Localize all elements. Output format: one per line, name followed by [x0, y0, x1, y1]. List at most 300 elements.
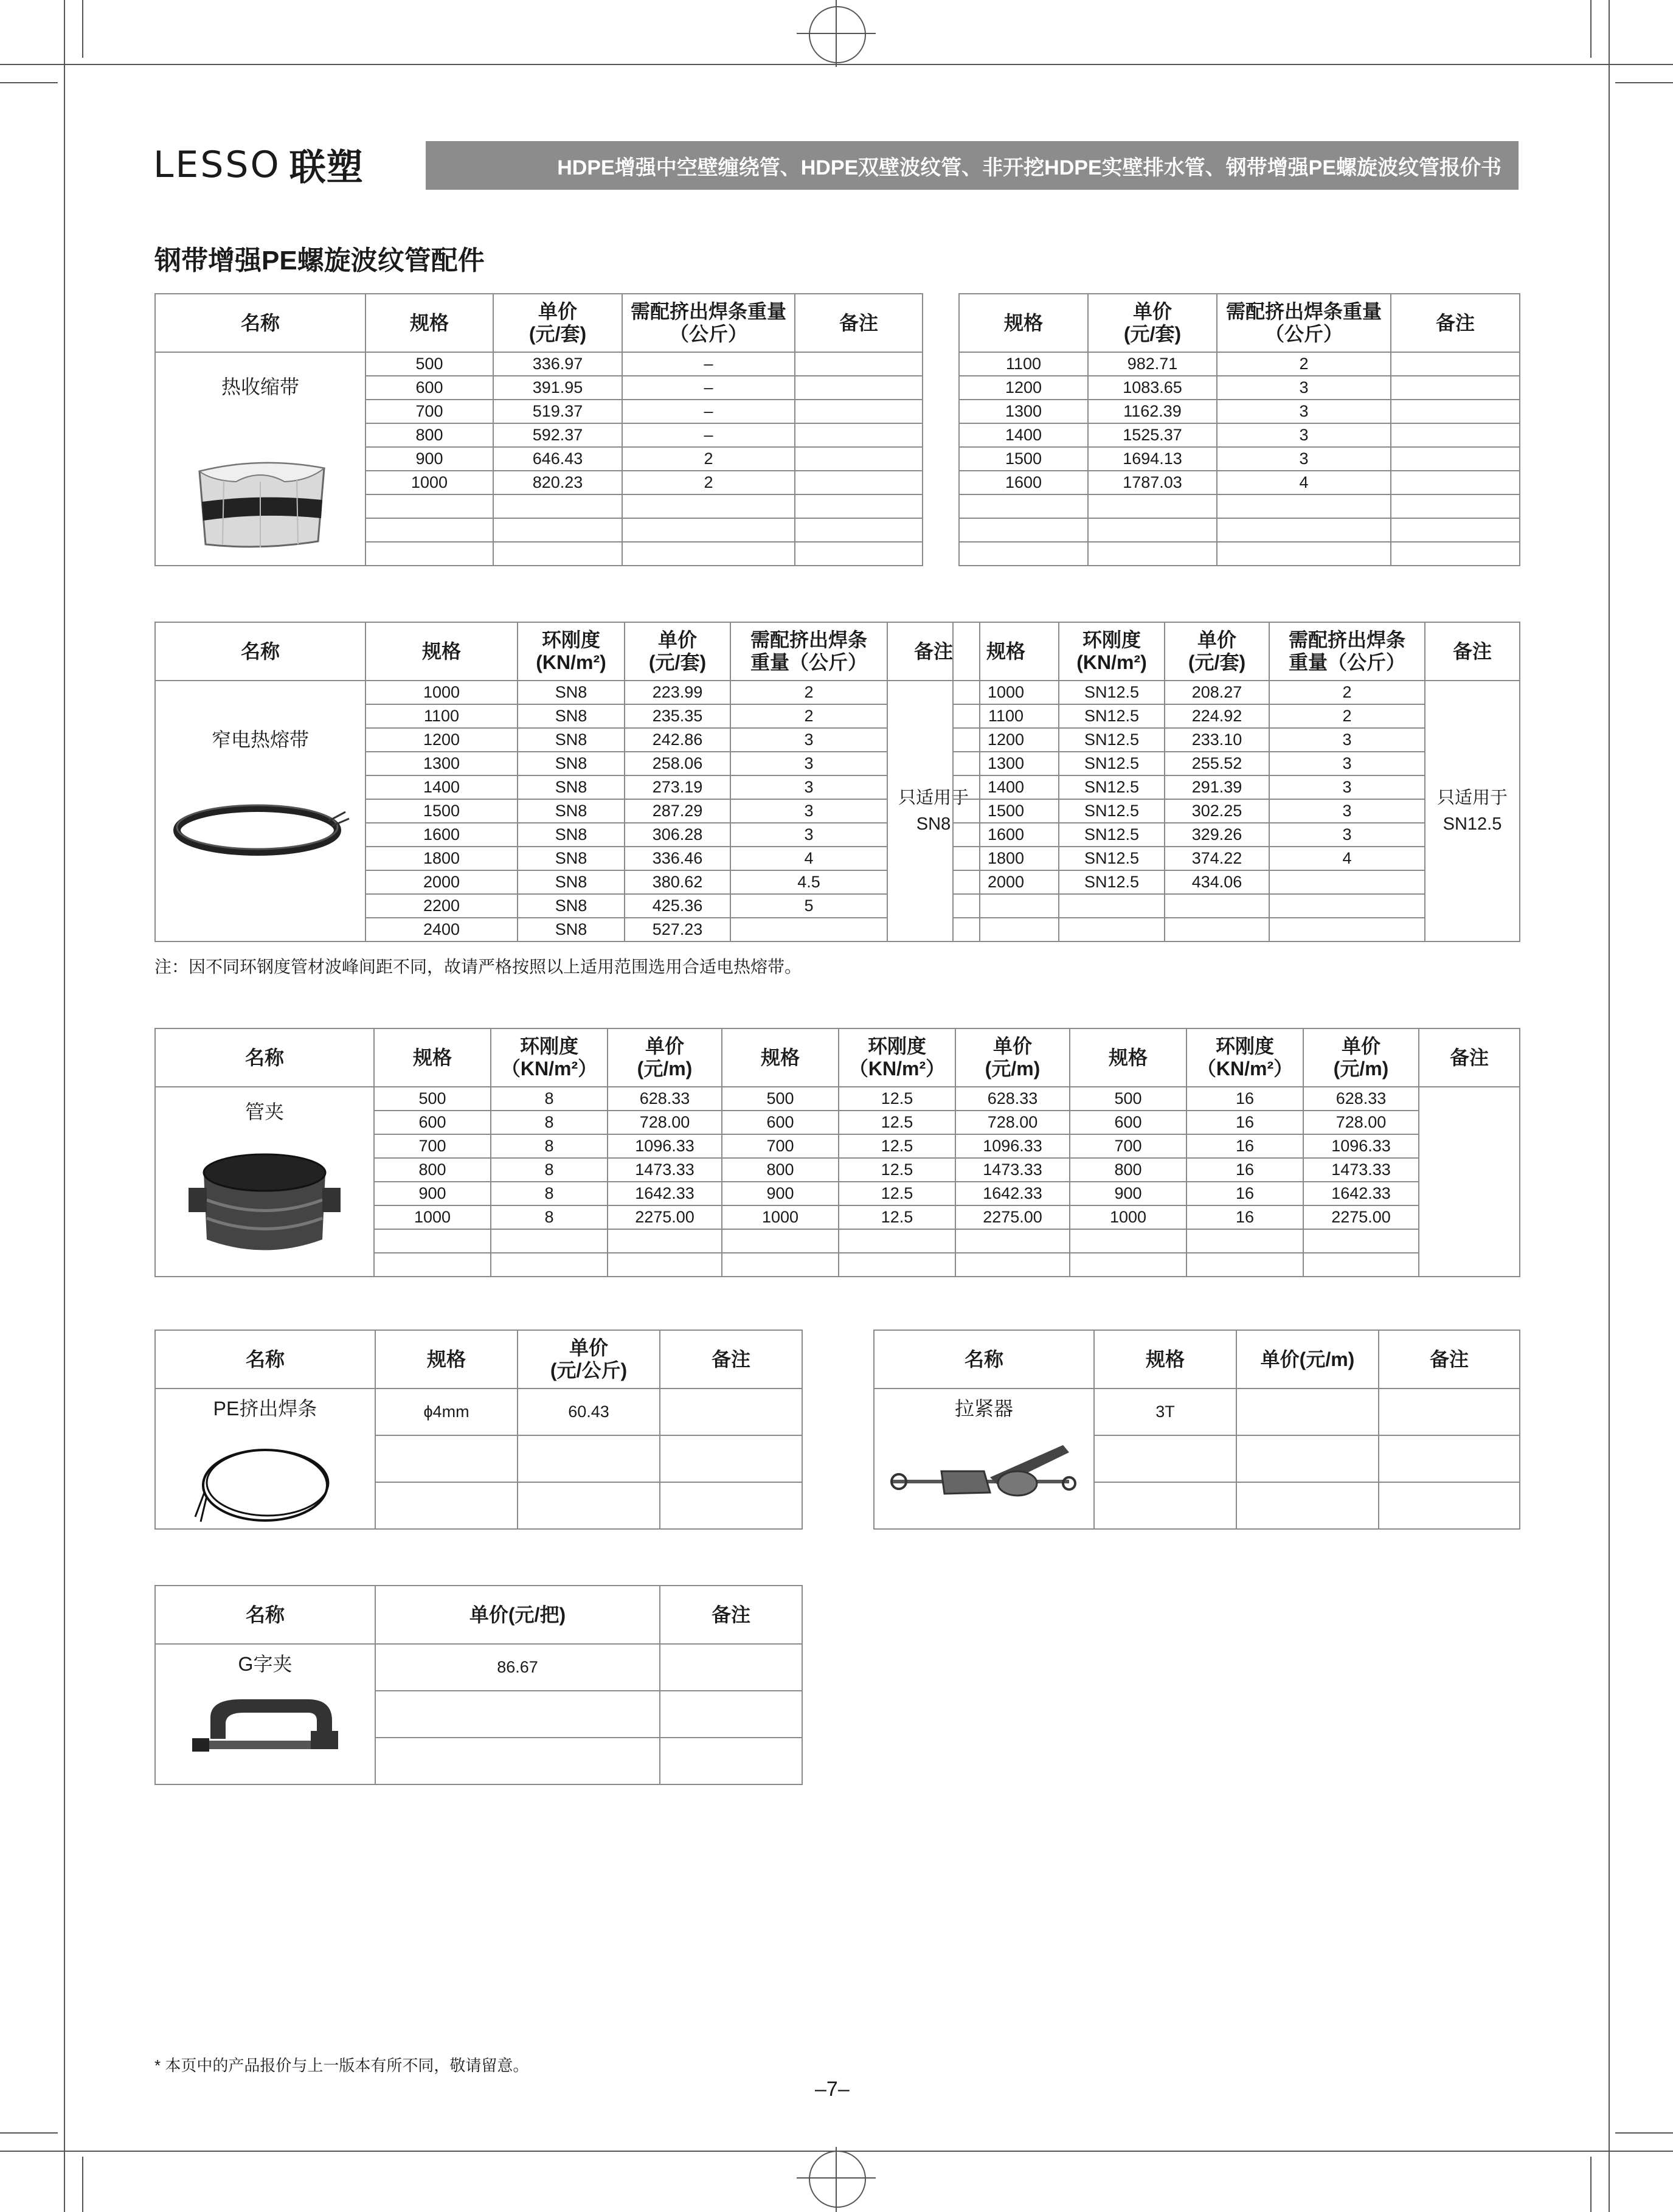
- table-cell: 628.33: [608, 1087, 722, 1111]
- g-clamp-image: [186, 1693, 344, 1772]
- table-cell: 8: [491, 1111, 608, 1134]
- table-row: [959, 447, 1520, 471]
- table-row: [155, 352, 923, 376]
- table-cell: 1787.03: [1088, 471, 1217, 494]
- column-header: 单价 (元/套): [1088, 294, 1217, 352]
- table-cell: 2200: [365, 894, 518, 918]
- table-cell: 1694.13: [1088, 447, 1217, 471]
- welding-rod-image: [192, 1438, 338, 1529]
- table-cell: [1236, 1482, 1379, 1529]
- table-cell: 1500: [365, 799, 518, 823]
- header-row: [155, 1028, 1520, 1087]
- table-cell: 1600: [365, 823, 518, 847]
- table-cell: 336.46: [625, 847, 730, 870]
- table-cell: 4.5: [730, 870, 887, 894]
- remark-cell: [660, 1435, 802, 1482]
- column-header: 环刚度 （KN/m²）: [1186, 1028, 1303, 1087]
- table-cell: [1070, 1253, 1186, 1277]
- column-header: 单价 (元/m): [1303, 1028, 1419, 1087]
- table-cell: 800: [722, 1158, 839, 1182]
- header-row: [959, 294, 1520, 352]
- column-header: 单价 (元/公斤): [518, 1330, 660, 1389]
- table-cell: 434.06: [1165, 870, 1269, 894]
- remark-cell: [1379, 1389, 1520, 1435]
- document-banner: HDPE增强中空壁缠绕管、HDPE双壁波纹管、非开挖HDPE实壁排水管、钢带增强PE螺旋波纹管报价书: [426, 141, 1519, 190]
- trim-line-right: [1609, 0, 1610, 2212]
- table-cell: 628.33: [1303, 1087, 1419, 1111]
- header-row: [155, 1330, 802, 1389]
- table-cell: 1096.33: [608, 1134, 722, 1158]
- remark-cell: [795, 518, 923, 542]
- table-cell: 1800: [953, 847, 1059, 870]
- table-cell: [1059, 894, 1165, 918]
- table-cell: 425.36: [625, 894, 730, 918]
- remark-cell: [795, 352, 923, 376]
- product-name: PE挤出焊条: [213, 1398, 317, 1420]
- table-cell: –: [622, 400, 795, 423]
- table-cell: –: [622, 376, 795, 400]
- table-cell: 3: [1217, 423, 1391, 447]
- table-cell: 12.5: [839, 1111, 955, 1134]
- remark-cell: [1419, 1087, 1520, 1277]
- table-cell: 1100: [365, 704, 518, 728]
- table-cell: SN8: [518, 870, 625, 894]
- table-cell: 2: [1269, 704, 1425, 728]
- column-header: 规格: [365, 622, 518, 681]
- table-cell: 1642.33: [1303, 1182, 1419, 1205]
- page-number: –7–: [815, 2078, 850, 2101]
- table-cell: 700: [374, 1134, 491, 1158]
- ratchet-tensioner-table: [873, 1330, 1520, 1530]
- table-cell: 287.29: [625, 799, 730, 823]
- remark-cell: 只适用于 SN12.5: [1425, 681, 1520, 941]
- table-cell: [493, 542, 622, 566]
- table-cell: SN12.5: [1059, 681, 1165, 704]
- table-cell: SN8: [518, 704, 625, 728]
- table-cell: 5: [730, 894, 887, 918]
- table-cell: 2: [730, 681, 887, 704]
- remark-cell: [660, 1389, 802, 1435]
- column-header: 规格: [374, 1028, 491, 1087]
- registration-mark-bottom: [797, 2177, 876, 2179]
- table-cell: [1165, 918, 1269, 941]
- column-header: 环刚度 (KN/m²): [518, 622, 625, 681]
- table-cell: 527.23: [625, 918, 730, 941]
- table-cell: 500: [374, 1087, 491, 1111]
- crop-mark: [82, 2157, 83, 2212]
- column-header: 单价(元/把): [375, 1586, 660, 1644]
- table-cell: 2000: [953, 870, 1059, 894]
- remark-cell: [1391, 376, 1520, 400]
- table-cell: SN8: [518, 728, 625, 752]
- table-cell: 1000: [374, 1205, 491, 1229]
- heat-shrink-sleeve-table-large: [958, 293, 1520, 566]
- table-row: [155, 1389, 802, 1435]
- table-cell: SN8: [518, 918, 625, 941]
- column-header: 需配挤出焊条 重量（公斤）: [1269, 622, 1425, 681]
- table-cell: 1300: [959, 400, 1088, 423]
- logo-latin: LESSO: [153, 144, 281, 186]
- column-header: 规格: [959, 294, 1088, 352]
- table-cell: [375, 1738, 660, 1784]
- table-cell: 800: [365, 423, 493, 447]
- table-cell: 2: [622, 447, 795, 471]
- column-header: 环刚度 (KN/m²): [1059, 622, 1165, 681]
- table-cell: 391.95: [493, 376, 622, 400]
- table-cell: SN8: [518, 775, 625, 799]
- pipe-clamp-image: [185, 1142, 344, 1264]
- table-cell: [375, 1435, 518, 1482]
- table-cell: [493, 518, 622, 542]
- table-cell: 728.00: [1303, 1111, 1419, 1134]
- table-cell: 1100: [959, 352, 1088, 376]
- crop-mark: [1615, 82, 1673, 83]
- table-cell: 1096.33: [955, 1134, 1070, 1158]
- table-cell: [1236, 1389, 1379, 1435]
- table-cell: [1217, 494, 1391, 518]
- footnote: * 本页中的产品报价与上一版本有所不同，敬请留意。: [154, 2056, 529, 2075]
- remark-cell: [1391, 423, 1520, 447]
- table-cell: 4: [730, 847, 887, 870]
- table-cell: 1642.33: [608, 1182, 722, 1205]
- column-header: 备注: [887, 622, 980, 681]
- table-cell: 2275.00: [1303, 1205, 1419, 1229]
- table-cell: [1186, 1253, 1303, 1277]
- column-header: 规格: [1070, 1028, 1186, 1087]
- remark-cell: [660, 1482, 802, 1529]
- table-cell: 3: [730, 728, 887, 752]
- table-cell: [730, 918, 887, 941]
- table-cell: [953, 894, 1059, 918]
- table-cell: 223.99: [625, 681, 730, 704]
- column-header: 备注: [1425, 622, 1520, 681]
- table-cell: [1269, 870, 1425, 894]
- table-cell: [1269, 894, 1425, 918]
- column-header: 单价 (元/套): [625, 622, 730, 681]
- table-cell: 1000: [722, 1205, 839, 1229]
- table-cell: 1473.33: [955, 1158, 1070, 1182]
- remark-cell: [1391, 542, 1520, 566]
- table-cell: 16: [1186, 1087, 1303, 1111]
- table-row: [959, 471, 1520, 494]
- crop-mark: [1590, 0, 1592, 58]
- product-name-cell: [155, 1644, 375, 1784]
- table-cell: [374, 1229, 491, 1253]
- table-cell: 1162.39: [1088, 400, 1217, 423]
- table-cell: [622, 518, 795, 542]
- column-header: 名称: [155, 1330, 375, 1389]
- table-cell: 500: [365, 352, 493, 376]
- registration-mark-top: [809, 6, 866, 63]
- remark-cell: [1391, 494, 1520, 518]
- column-header: 名称: [155, 1586, 375, 1644]
- section-title: 钢带增强PE螺旋波纹管配件: [154, 246, 485, 276]
- table-cell: 1000: [953, 681, 1059, 704]
- table-cell: 600: [374, 1111, 491, 1134]
- logo-chinese: 联塑: [289, 147, 364, 188]
- table-cell: 12.5: [839, 1087, 955, 1111]
- remark-cell: [795, 447, 923, 471]
- remark-cell: [1391, 352, 1520, 376]
- table-cell: 8: [491, 1087, 608, 1111]
- table-cell: 1600: [959, 471, 1088, 494]
- table-row: [155, 1644, 802, 1691]
- table-cell: 3T: [1094, 1389, 1236, 1435]
- table-cell: [1088, 542, 1217, 566]
- table-cell: [518, 1435, 660, 1482]
- table-cell: [608, 1253, 722, 1277]
- table-cell: [955, 1229, 1070, 1253]
- table-cell: SN8: [518, 799, 625, 823]
- table-cell: 3: [1269, 728, 1425, 752]
- header-row: [155, 294, 923, 352]
- table-row: [953, 681, 1520, 704]
- remark-cell: [1391, 471, 1520, 494]
- table-cell: 1300: [953, 752, 1059, 775]
- table-cell: 820.23: [493, 471, 622, 494]
- table-cell: [1059, 918, 1165, 941]
- table-cell: 208.27: [1165, 681, 1269, 704]
- product-name-cell: [874, 1389, 1094, 1529]
- table-cell: 12.5: [839, 1134, 955, 1158]
- column-header: 环刚度 （KN/m²）: [839, 1028, 955, 1087]
- table-cell: [839, 1253, 955, 1277]
- table-cell: [953, 918, 1059, 941]
- table-cell: 8: [491, 1182, 608, 1205]
- table-cell: [1303, 1253, 1419, 1277]
- trim-line-left: [64, 0, 65, 2212]
- table-cell: 2400: [365, 918, 518, 941]
- table-cell: 8: [491, 1205, 608, 1229]
- table-cell: 1200: [365, 728, 518, 752]
- table-cell: 1473.33: [1303, 1158, 1419, 1182]
- table-row: [959, 542, 1520, 566]
- column-header: 备注: [795, 294, 923, 352]
- column-header: 规格: [1094, 1330, 1236, 1389]
- table-cell: 233.10: [1165, 728, 1269, 752]
- product-name: 管夹: [244, 1101, 284, 1123]
- column-header: 需配挤出焊条重量 （公斤）: [622, 294, 795, 352]
- remark-cell: [795, 542, 923, 566]
- product-name-cell: [155, 1389, 375, 1529]
- table-cell: 3: [730, 799, 887, 823]
- table-cell: 374.22: [1165, 847, 1269, 870]
- column-header: 需配挤出焊条重量 （公斤）: [1217, 294, 1391, 352]
- table-cell: SN12.5: [1059, 704, 1165, 728]
- table-cell: SN12.5: [1059, 752, 1165, 775]
- column-header: 规格: [365, 294, 493, 352]
- table-cell: 4: [1269, 847, 1425, 870]
- column-header: 名称: [155, 294, 365, 352]
- table-cell: [491, 1253, 608, 1277]
- table-cell: 700: [1070, 1134, 1186, 1158]
- table-cell: ϕ4mm: [375, 1389, 518, 1435]
- table-cell: 628.33: [955, 1087, 1070, 1111]
- table-cell: 2: [622, 471, 795, 494]
- table-cell: [1236, 1435, 1379, 1482]
- table-cell: 1083.65: [1088, 376, 1217, 400]
- column-header: 备注: [660, 1586, 802, 1644]
- table-cell: 235.35: [625, 704, 730, 728]
- table-cell: [608, 1229, 722, 1253]
- table-cell: 16: [1186, 1111, 1303, 1134]
- table-cell: 273.19: [625, 775, 730, 799]
- table-cell: 1642.33: [955, 1182, 1070, 1205]
- remark-cell: [795, 400, 923, 423]
- g-clamp-table: [154, 1585, 803, 1785]
- crop-mark: [0, 82, 58, 83]
- table-cell: [1303, 1229, 1419, 1253]
- table-cell: [1217, 518, 1391, 542]
- table-cell: SN12.5: [1059, 775, 1165, 799]
- table-cell: 12.5: [839, 1158, 955, 1182]
- table-cell: SN12.5: [1059, 823, 1165, 847]
- table-cell: 1200: [953, 728, 1059, 752]
- table-cell: SN8: [518, 681, 625, 704]
- table-cell: [518, 1482, 660, 1529]
- table-cell: SN8: [518, 847, 625, 870]
- table-cell: 16: [1186, 1182, 1303, 1205]
- table-cell: 800: [374, 1158, 491, 1182]
- table-cell: SN8: [518, 823, 625, 847]
- table-cell: 1096.33: [1303, 1134, 1419, 1158]
- table-cell: [955, 1253, 1070, 1277]
- table-cell: 728.00: [955, 1111, 1070, 1134]
- table-cell: 3: [1269, 799, 1425, 823]
- table-cell: 8: [491, 1134, 608, 1158]
- remark-cell: [1391, 518, 1520, 542]
- remark-cell: [795, 471, 923, 494]
- table-cell: 2000: [365, 870, 518, 894]
- table-cell: [1165, 894, 1269, 918]
- table-cell: 12.5: [839, 1182, 955, 1205]
- product-name-cell: [155, 681, 365, 941]
- table-cell: [1094, 1435, 1236, 1482]
- table-cell: 86.67: [375, 1644, 660, 1691]
- table-cell: 3: [1269, 752, 1425, 775]
- electrofusion-band-sn12-5-table: [952, 622, 1520, 942]
- table-cell: 258.06: [625, 752, 730, 775]
- crop-mark: [1590, 2157, 1592, 2212]
- table-cell: 3: [1269, 823, 1425, 847]
- remark-cell: [1391, 400, 1520, 423]
- table-cell: 1300: [365, 752, 518, 775]
- table-cell: [365, 494, 493, 518]
- header-row: [155, 622, 980, 681]
- table-cell: [1186, 1229, 1303, 1253]
- table-cell: 2275.00: [608, 1205, 722, 1229]
- table-cell: 16: [1186, 1134, 1303, 1158]
- table-cell: [1269, 918, 1425, 941]
- table-cell: [1094, 1482, 1236, 1529]
- header-row: [155, 1586, 802, 1644]
- header-row: [953, 622, 1520, 681]
- crop-mark: [1615, 2132, 1673, 2134]
- table-cell: 3: [1217, 447, 1391, 471]
- column-header: 名称: [155, 622, 365, 681]
- table-row: [959, 494, 1520, 518]
- remark-cell: [795, 423, 923, 447]
- table-cell: 1500: [953, 799, 1059, 823]
- table-cell: 329.26: [1165, 823, 1269, 847]
- table-cell: 3: [730, 775, 887, 799]
- table-cell: 1000: [365, 681, 518, 704]
- table-row: [959, 518, 1520, 542]
- table-cell: [1070, 1229, 1186, 1253]
- table-cell: 2: [1217, 352, 1391, 376]
- table-cell: 700: [722, 1134, 839, 1158]
- remark-cell: [1391, 447, 1520, 471]
- table-row: [155, 681, 980, 704]
- remark-cell: [660, 1738, 802, 1784]
- table-cell: 600: [722, 1111, 839, 1134]
- heat-shrink-sleeve-table: [154, 293, 923, 566]
- table-cell: [622, 494, 795, 518]
- table-cell: 2: [730, 704, 887, 728]
- table-cell: –: [622, 352, 795, 376]
- table-cell: 3: [730, 823, 887, 847]
- table-cell: [365, 518, 493, 542]
- table-cell: 1100: [953, 704, 1059, 728]
- table-cell: 1200: [959, 376, 1088, 400]
- remark-cell: [1379, 1435, 1520, 1482]
- crop-mark: [82, 0, 83, 58]
- table-cell: SN8: [518, 894, 625, 918]
- table-cell: [365, 542, 493, 566]
- product-name: G字夹: [238, 1653, 293, 1675]
- table-row: [874, 1389, 1520, 1435]
- table-cell: 1400: [953, 775, 1059, 799]
- table-cell: 8: [491, 1158, 608, 1182]
- table-cell: 2: [1269, 681, 1425, 704]
- table-cell: [959, 518, 1088, 542]
- table-cell: [1217, 542, 1391, 566]
- column-header: 名称: [155, 1028, 374, 1087]
- company-logo: [153, 144, 364, 186]
- table-cell: 4: [1217, 471, 1391, 494]
- product-name-cell: [155, 1087, 374, 1277]
- column-header: 单价 (元/套): [493, 294, 622, 352]
- table-row: [959, 352, 1520, 376]
- remark-cell: 只适用于 SN8: [887, 681, 980, 941]
- product-name-cell: [155, 352, 365, 566]
- table-cell: 800: [1070, 1158, 1186, 1182]
- registration-mark-bottom: [836, 2147, 837, 2212]
- table-cell: 2275.00: [955, 1205, 1070, 1229]
- column-header: 名称: [874, 1330, 1094, 1389]
- table-cell: [375, 1482, 518, 1529]
- table-cell: [959, 494, 1088, 518]
- table-cell: 700: [365, 400, 493, 423]
- header-row: [874, 1330, 1520, 1389]
- table-cell: 12.5: [839, 1205, 955, 1229]
- table-cell: 900: [365, 447, 493, 471]
- table-cell: [622, 542, 795, 566]
- table-cell: 1400: [365, 775, 518, 799]
- table-cell: 982.71: [1088, 352, 1217, 376]
- remark-cell: [795, 494, 923, 518]
- table-cell: 1600: [953, 823, 1059, 847]
- table-cell: 1800: [365, 847, 518, 870]
- column-header: 单价 (元/套): [1165, 622, 1269, 681]
- table-cell: 500: [1070, 1087, 1186, 1111]
- table-row: [959, 400, 1520, 423]
- table-cell: [491, 1229, 608, 1253]
- table-cell: 1000: [365, 471, 493, 494]
- column-header: 单价 (元/m): [608, 1028, 722, 1087]
- table-cell: 600: [1070, 1111, 1186, 1134]
- table-cell: [374, 1253, 491, 1277]
